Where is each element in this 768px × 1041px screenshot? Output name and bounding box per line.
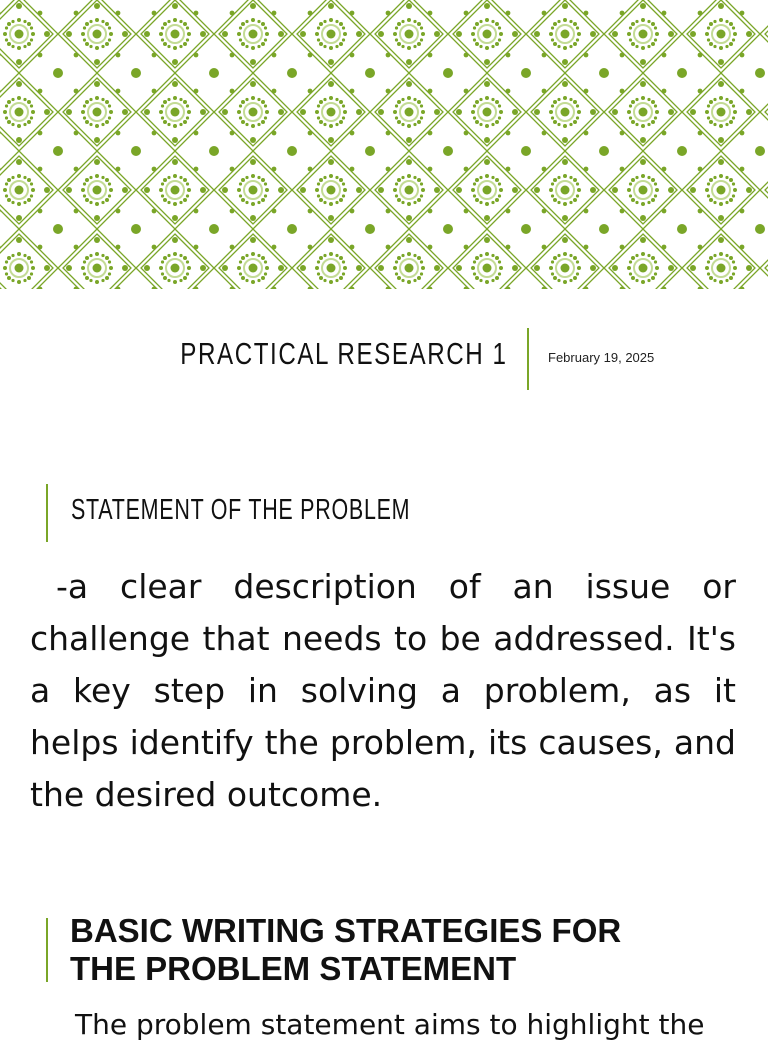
title-row bbox=[0, 328, 768, 390]
heading-accent-bar bbox=[46, 484, 48, 542]
section-heading-line-1: BASIC WRITING STRATEGIES FOR bbox=[70, 912, 622, 949]
body-text-continued: The problem statement aims to highlight the bbox=[75, 1008, 705, 1041]
presentation-date: February 19, 2025 bbox=[548, 350, 655, 365]
presentation-title: PRACTICAL RESEARCH 1 bbox=[180, 336, 508, 371]
section-heading bbox=[70, 912, 710, 988]
section-heading-line-2: THE PROBLEM STATEMENT bbox=[70, 950, 517, 987]
decorative-pattern-banner bbox=[0, 0, 768, 289]
definition-paragraph: -a clear description of an issue or challenge that needs to be addressed. It's a key step in solving a problem, as it helps identify the problem, its causes, and the desired outcome. bbox=[30, 567, 736, 814]
title-divider bbox=[527, 328, 529, 390]
section-heading: STATEMENT OF THE PROBLEM bbox=[71, 494, 411, 526]
heading-accent-bar bbox=[46, 918, 48, 982]
